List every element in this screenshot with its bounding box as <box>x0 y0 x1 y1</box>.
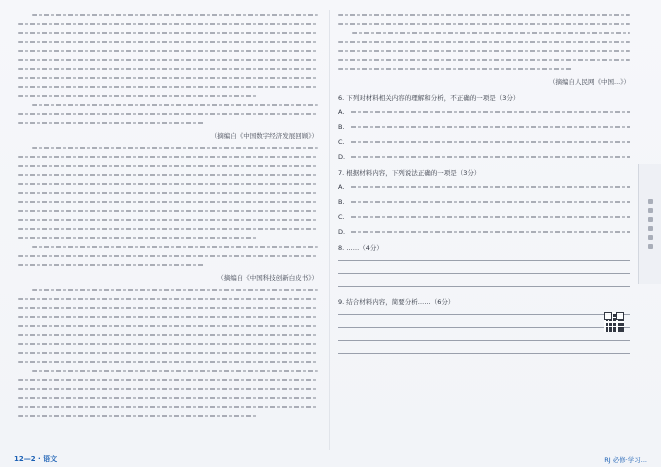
text-line <box>18 298 318 300</box>
option-text <box>351 216 630 218</box>
text-line <box>32 289 318 291</box>
option-d[interactable] <box>338 228 630 236</box>
text-line <box>18 77 318 79</box>
option-text <box>351 141 630 143</box>
option-text <box>351 201 630 203</box>
answer-line[interactable] <box>338 273 630 274</box>
text-line <box>18 95 258 97</box>
text-line <box>32 14 318 16</box>
answer-line[interactable] <box>338 314 630 315</box>
option-d[interactable] <box>338 153 630 161</box>
text-line <box>18 343 318 345</box>
text-line <box>18 388 318 390</box>
source-citation: （摘编自《中国科技创新白皮书》） <box>217 274 318 282</box>
text-line <box>32 370 318 372</box>
option-key: D. <box>338 228 346 236</box>
text-line <box>18 316 318 318</box>
text-line <box>338 14 630 16</box>
question-6: 6. 下列对材料相关内容的理解和分析，不正确的一项是（3分） <box>338 94 520 102</box>
text-line <box>18 32 318 34</box>
option-key: A. <box>338 108 345 116</box>
footer-brand: RJ 必修·学习... <box>604 456 647 464</box>
text-line <box>18 201 318 203</box>
option-text <box>351 186 630 188</box>
option-a[interactable] <box>338 108 630 116</box>
option-c[interactable] <box>338 213 630 221</box>
text-line <box>338 23 630 25</box>
text-line <box>18 50 318 52</box>
option-key: C. <box>338 213 345 221</box>
option-b[interactable] <box>338 198 630 206</box>
question-9: 9. 结合材料内容，简要分析……（6分） <box>338 298 455 306</box>
text-line <box>18 165 318 167</box>
page-footer <box>0 451 661 467</box>
text-line <box>18 59 318 61</box>
text-line <box>18 352 318 354</box>
text-line <box>18 415 258 417</box>
tab-glyph <box>648 217 653 222</box>
text-line <box>18 174 318 176</box>
option-text <box>351 156 630 158</box>
option-text <box>351 111 630 113</box>
text-line <box>32 246 318 248</box>
text-line <box>18 228 318 230</box>
right-column <box>338 14 630 354</box>
tab-glyph <box>648 244 653 249</box>
text-line <box>32 147 318 149</box>
option-text <box>351 231 630 233</box>
text-line <box>18 307 318 309</box>
text-line <box>18 264 204 266</box>
page-number: 12—2 · 语文 <box>14 455 58 463</box>
answer-line[interactable] <box>338 340 630 341</box>
option-key: B. <box>338 198 345 206</box>
source-citation: （摘编自人民网《中国...》） <box>549 78 630 86</box>
tab-glyph <box>648 199 653 204</box>
option-key: C. <box>338 138 345 146</box>
text-line <box>18 255 318 257</box>
text-line <box>18 325 318 327</box>
left-column <box>18 14 318 424</box>
qr-code-icon[interactable] <box>604 312 624 332</box>
text-line <box>32 104 318 106</box>
text-line <box>18 219 318 221</box>
tab-glyph <box>648 235 653 240</box>
text-line <box>338 50 630 52</box>
answer-line[interactable] <box>338 327 630 328</box>
text-line <box>18 23 318 25</box>
text-line <box>338 59 630 61</box>
text-line <box>18 41 318 43</box>
option-key: D. <box>338 153 346 161</box>
option-a[interactable] <box>338 183 630 191</box>
text-line <box>18 210 318 212</box>
source-citation: （摘编自《中国数字经济发展回顾》） <box>210 132 318 140</box>
tab-glyph <box>648 208 653 213</box>
text-line <box>18 334 318 336</box>
option-c[interactable] <box>338 138 630 146</box>
text-line <box>18 361 318 363</box>
answer-line[interactable] <box>338 353 630 354</box>
question-8: 8. ……（4分） <box>338 244 383 252</box>
text-line <box>338 68 572 70</box>
text-line <box>18 86 318 88</box>
text-line <box>18 379 318 381</box>
option-text <box>351 126 630 128</box>
question-7: 7. 根据材料内容，下列说法正确的一项是（3分） <box>338 169 481 177</box>
text-line <box>338 41 630 43</box>
text-line <box>18 237 258 239</box>
answer-line[interactable] <box>338 260 630 261</box>
option-key: A. <box>338 183 345 191</box>
side-tab <box>638 164 661 284</box>
text-line <box>18 192 318 194</box>
text-line <box>18 183 318 185</box>
text-line <box>18 122 204 124</box>
text-line <box>18 156 318 158</box>
text-line <box>18 113 318 115</box>
column-divider <box>329 10 330 450</box>
text-line <box>352 32 630 34</box>
option-key: B. <box>338 123 345 131</box>
answer-line[interactable] <box>338 286 630 287</box>
text-line <box>18 397 318 399</box>
tab-glyph <box>648 226 653 231</box>
text-line <box>18 68 318 70</box>
option-b[interactable] <box>338 123 630 131</box>
text-line <box>18 406 318 408</box>
